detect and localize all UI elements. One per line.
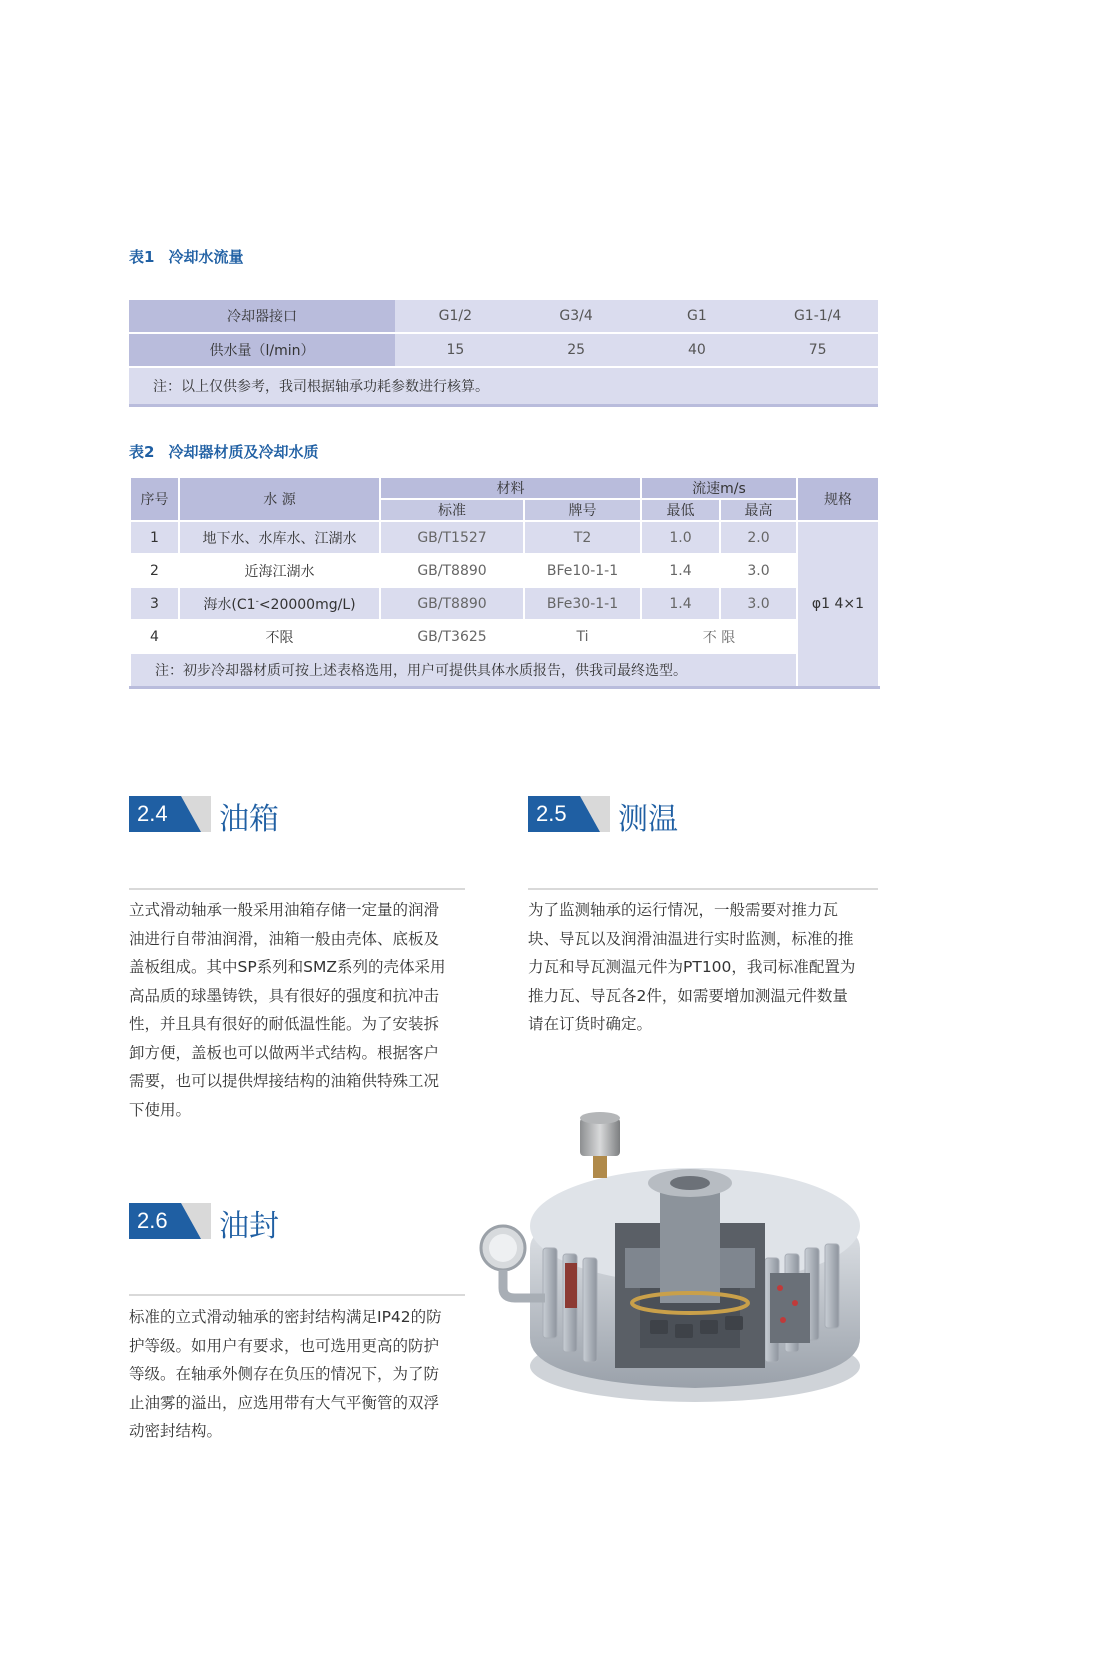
table2-cell: 不限 xyxy=(179,620,380,653)
table2-header-spec: 规格 xyxy=(797,477,879,521)
table2-caption xyxy=(129,441,318,462)
section-heading-2-6 xyxy=(129,1203,459,1244)
table1-cell: G3/4 xyxy=(516,300,637,333)
table-row xyxy=(130,587,879,620)
section-divider xyxy=(129,888,465,890)
table2-cell: 1.4 xyxy=(641,587,720,620)
table2-cell: 1.4 xyxy=(641,554,720,587)
table1-note: 注：以上仅供参考，我司根据轴承功耗参数进行核算。 xyxy=(129,367,878,406)
table1-cell: 25 xyxy=(516,333,637,367)
body-line: 块、导瓦以及润滑油温进行实时监测，标准的推 xyxy=(528,929,854,948)
table1-caption-text: 冷却水流量 xyxy=(168,248,244,266)
table2-cell: GB/T3625 xyxy=(380,620,524,653)
section-divider xyxy=(528,888,878,890)
table2-cell: 3.0 xyxy=(720,587,797,620)
table-row xyxy=(130,620,879,653)
body-line: 力瓦和导瓦测温元件为PT100，我司标准配置为 xyxy=(528,958,856,976)
cooling-water-flow-table xyxy=(129,300,878,407)
table1-row-label: 冷却器接口 xyxy=(129,300,395,333)
table2-header-row xyxy=(130,477,879,499)
table2-spec-cell: φ1 4×1 xyxy=(797,521,879,688)
table2-cell: 4 xyxy=(130,620,179,653)
table2-cell-speed-merged: 不 限 xyxy=(641,620,797,653)
table2-header-standard: 标准 xyxy=(380,499,524,521)
table2-note: 注：初步冷却器材质可按上述表格选用，用户可提供具体水质报告，供我司最终选型。 xyxy=(130,653,797,688)
seawater-superscript: - xyxy=(255,595,259,606)
body-line: 为了监测轴承的运行情况，一般需要对推力瓦 xyxy=(528,901,839,919)
table1-cell: G1-1/4 xyxy=(757,300,878,333)
table1-cell: 40 xyxy=(637,333,758,367)
body-line: 请在订货时确定。 xyxy=(528,1015,653,1033)
body-line: 盖板组成。其中SP系列和SMZ系列的壳体采用 xyxy=(129,958,446,976)
section-number: 2.4 xyxy=(137,801,168,826)
table2-cell-seawater xyxy=(179,587,380,620)
body-line: 性，并且具有很好的耐低温性能。为了安装拆 xyxy=(129,1015,440,1033)
seawater-label: 海水(C1 xyxy=(203,596,256,613)
body-line: 护等级。如用户有要求，也可选用更高的防护 xyxy=(129,1336,440,1355)
table1-row-label: 供水量（l/min） xyxy=(129,333,395,367)
cooler-material-table xyxy=(129,476,880,689)
table2-caption-num: 表2 xyxy=(129,443,155,461)
section-title: 油封 xyxy=(219,1209,279,1244)
table2-cell: GB/T1527 xyxy=(380,521,524,554)
table1-caption xyxy=(129,246,243,267)
table2-note-row xyxy=(130,653,879,688)
body-line: 止油雾的溢出，应选用带有大气平衡管的双浮 xyxy=(129,1393,440,1412)
body-line: 标准的立式滑动轴承的密封结构满足IP42的防 xyxy=(129,1308,442,1326)
seawater-limit: <20000mg/L) xyxy=(258,596,356,613)
section-number: 2.6 xyxy=(137,1208,168,1233)
table2-cell: GB/T8890 xyxy=(380,587,524,620)
table2-cell: T2 xyxy=(524,521,641,554)
table2-cell: BFe10-1-1 xyxy=(524,554,641,587)
table2-header-material: 材料 xyxy=(380,477,641,499)
table2-cell: 2 xyxy=(130,554,179,587)
body-line: 油进行自带油润滑，油箱一般由壳体、底板及 xyxy=(129,929,440,948)
body-line: 等级。在轴承外侧存在负压的情况下，为了防 xyxy=(129,1365,440,1383)
table2-caption-text: 冷却器材质及冷却水质 xyxy=(168,443,319,461)
body-line: 卸方便，盖板也可以做两半式结构。根据客户 xyxy=(129,1043,440,1062)
body-line: 立式滑动轴承一般采用油箱存储一定量的润滑 xyxy=(129,901,440,919)
section-title: 测温 xyxy=(618,802,678,837)
table2-header-speed: 流速m/s xyxy=(641,477,797,499)
section-number: 2.5 xyxy=(536,801,567,826)
section-heading-2-5 xyxy=(528,796,858,837)
table2-cell: Ti xyxy=(524,620,641,653)
section-title: 油箱 xyxy=(219,802,279,837)
table2-cell: 3.0 xyxy=(720,554,797,587)
table2-cell: 1 xyxy=(130,521,179,554)
body-line: 动密封结构。 xyxy=(129,1422,223,1440)
table2-cell: 近海江湖水 xyxy=(179,554,380,587)
table1-cell: 15 xyxy=(395,333,516,367)
body-line: 需要，也可以提供焊接结构的油箱供特殊工况 xyxy=(129,1072,440,1090)
table2-cell: 3 xyxy=(130,587,179,620)
body-line: 高品质的球墨铸铁，具有很好的强度和抗冲击 xyxy=(129,986,440,1005)
table2-header-min: 最低 xyxy=(641,499,720,521)
table2-header-grade: 牌号 xyxy=(524,499,641,521)
table2-cell: 2.0 xyxy=(720,521,797,554)
body-line: 下使用。 xyxy=(129,1100,192,1119)
table2-header-source: 水 源 xyxy=(179,477,380,521)
section-heading-2-4 xyxy=(129,796,459,837)
table2-header-seq: 序号 xyxy=(130,477,179,521)
table1-cell: G1/2 xyxy=(395,300,516,333)
table2-header-max: 最高 xyxy=(720,499,797,521)
table-row xyxy=(130,554,879,587)
table1-cell: 75 xyxy=(757,333,878,367)
table2-cell: GB/T8890 xyxy=(380,554,524,587)
table1-interface-row xyxy=(129,300,878,333)
body-line: 推力瓦、导瓦各2件，如需要增加测温元件数量 xyxy=(528,986,848,1005)
table2-cell: 地下水、水库水、江湖水 xyxy=(179,521,380,554)
section-2-6-body xyxy=(129,1303,469,1446)
table-row xyxy=(130,521,879,554)
table1-flow-row xyxy=(129,333,878,367)
table2-cell: BFe30-1-1 xyxy=(524,587,641,620)
table1-note-row xyxy=(129,367,878,406)
section-2-5-body xyxy=(528,896,888,1039)
table2-cell: 1.0 xyxy=(641,521,720,554)
section-2-4-body xyxy=(129,896,469,1124)
table1-caption-num: 表1 xyxy=(129,248,155,266)
table1-cell: G1 xyxy=(637,300,758,333)
bearing-cutaway-image xyxy=(465,1098,885,1418)
section-divider xyxy=(129,1294,465,1296)
